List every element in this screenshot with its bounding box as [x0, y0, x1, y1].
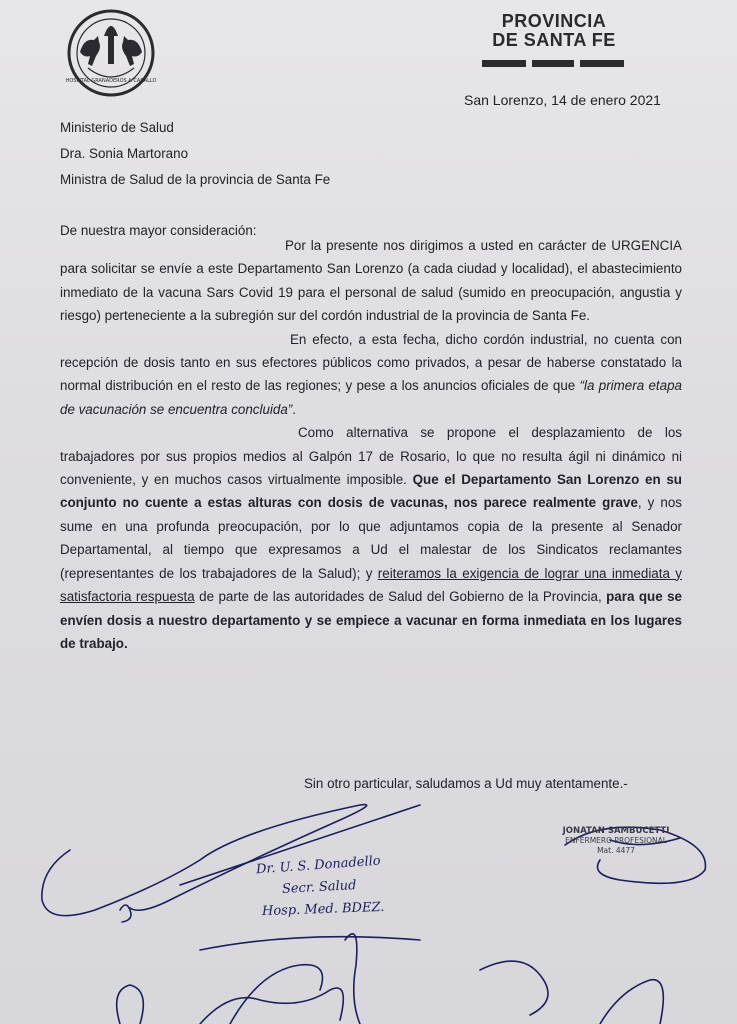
signature-bottom-right	[480, 961, 548, 1015]
handwritten-institution: Hosp. Med. BDEZ.	[261, 899, 385, 920]
signature-bottom-left	[117, 985, 144, 1024]
recipient-line2: Dra. Sonia Martorano	[60, 146, 189, 161]
p2-text: En efecto, a esta fecha, dicho cordón industrial, no cuenta con recepción de dosis tanto en sus efectores públicos como privados, a pesar de haberse constatado la normal distribución en el resto de las regiones; y pese a los anuncios oficiales de que	[60, 331, 682, 394]
p3-text-a: Como alternativa se propone el desplazamiento de los trabajadores por sus propios medios al Galpón 17 de Rosario, lo que no resulta ágil ni dinámico ni conveniente, y en muchos casos virtualmente imposible.	[60, 425, 682, 488]
letter-body	[60, 234, 682, 655]
p3-text-c: de parte de las autoridades de Salud del Gobierno de la Provincia,	[194, 589, 607, 605]
body-paragraph-1: Por la presente nos dirigimos a usted en carácter de URGENCIA para solicitar se envíe a este Departamento San Lorenzo (a cada ciudad y localidad), el abastecimiento inmediato de la vacuna Sars Covid 19 para el personal de salud (sumido en preocupación, angustia y riesgo) perteneciente a la subregión sur del cordón industrial de la provincia de Santa Fe.	[60, 238, 682, 324]
letter-date: San Lorenzo, 14 de enero 2021	[464, 92, 661, 108]
p3-bold-1: Que el Departamento San Lorenzo en su conjunto no cuente a estas alturas con dosis de vacunas, nos parece realmente grave	[60, 472, 682, 511]
recipient-line1: Ministerio de Salud	[60, 120, 174, 135]
recipient-line3: Ministra de Salud de la provincia de Santa Fe	[60, 172, 331, 187]
institution-header	[484, 12, 624, 50]
stamp-registration: Mat. 4477	[597, 846, 635, 855]
institution-line1: PROVINCIA	[501, 11, 607, 31]
logo-ring-text: HOSPITAL GRANADEROS A CABALLO	[66, 78, 156, 84]
stamp-title: ENFERMERO PROFESIONAL	[565, 836, 667, 845]
p2-end: .	[292, 401, 296, 417]
hospital-logo	[66, 8, 156, 98]
professional-stamp	[556, 826, 676, 856]
p3-underlined: reiteramos la exigencia de lograr una inmediata y satisfactoria respuesta	[60, 565, 682, 605]
salutation: De nuestra mayor consideración:	[60, 223, 257, 238]
handwritten-title: Secr. Salud	[281, 878, 357, 897]
handwritten-name: Dr. U. S. Donadello	[255, 853, 382, 878]
p3-text-b: , y nos sume en una profunda preocupación, por lo que adjuntamos copia de la presente al Senador Departamental, al tiempo que expresamos a Ud el malestar de los Sindicatos reclamantes (representantes de los trabajadores de la Salud); y	[60, 495, 682, 581]
p2-quote: “la primera etapa de vacunación se encuentra concluida”	[60, 378, 682, 417]
body-paragraph-3	[60, 421, 682, 655]
closing-line: Sin otro particular, saludamos a Ud muy atentamente.-	[304, 776, 628, 791]
institution-line2: DE SANTA FE	[492, 30, 616, 50]
stamp-name: JONATAN SAMBUCETTI	[562, 826, 670, 836]
p3-bold-2: para que se envíen dosis a nuestro departamento y se empiece a vacunar en forma inmediata en los lugares de trabajo.	[60, 589, 682, 651]
institution-underline-bars	[482, 60, 624, 68]
body-paragraph-2	[60, 328, 682, 422]
